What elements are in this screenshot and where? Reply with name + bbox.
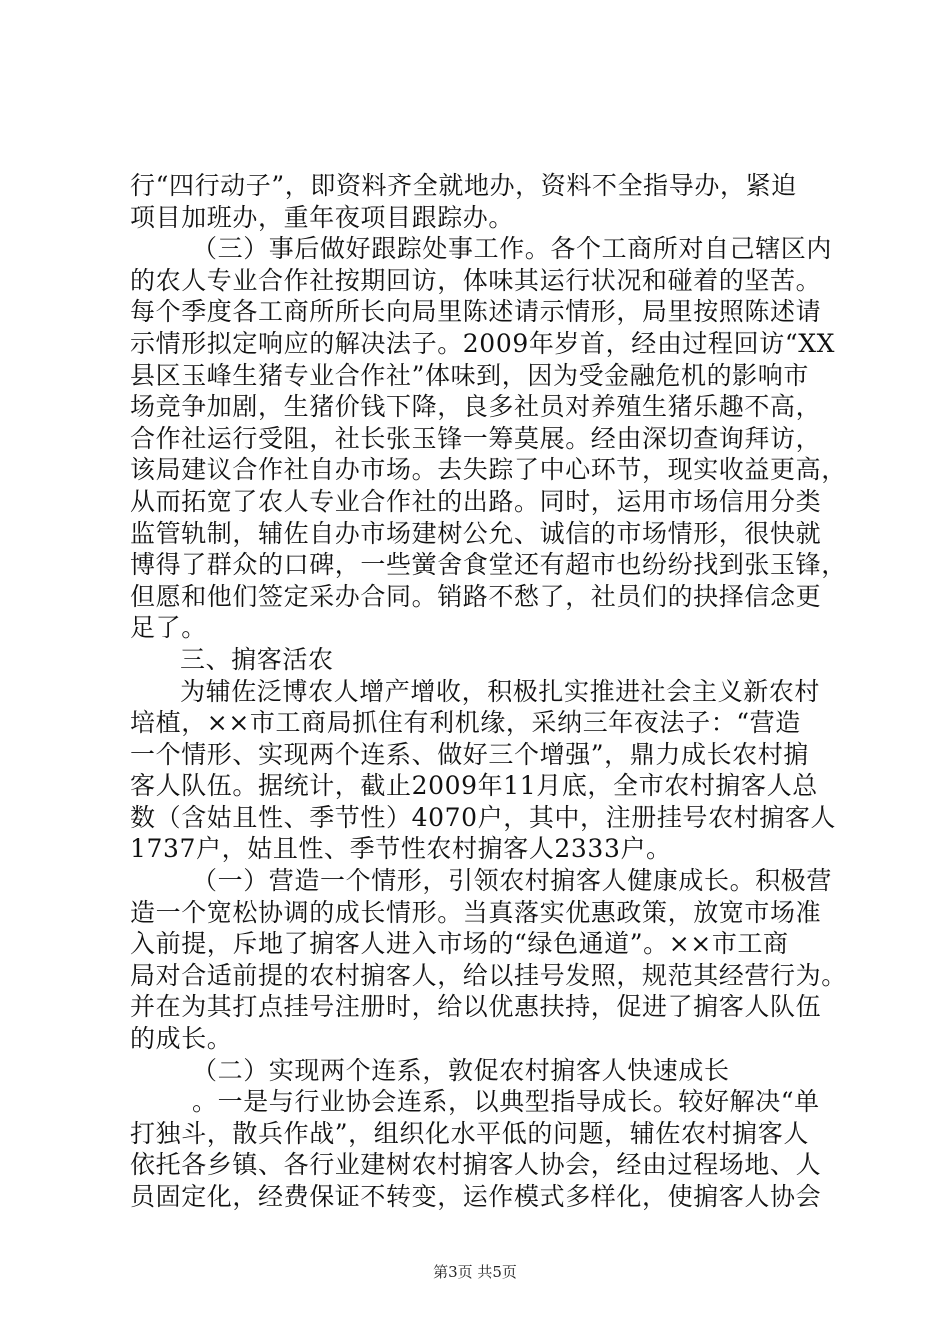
body-line-32: 依托各乡镇、各行业建树农村掮客人协会，经由过程场地、人 (130, 1150, 822, 1180)
body-line-21: 数（含姑且性、季节性）4070户，其中，注册挂号农村掮客人 (130, 802, 837, 832)
section-heading-1: （一）营造一个情形，引领农村掮客人健康成长。积极营 (192, 866, 833, 896)
body-line-13: 博得了群众的口碑，一些黉舍食堂还有超市也纷纷找到张玉锋， (130, 550, 847, 580)
page-footer (0, 1262, 950, 1282)
body-line-15: 足了。 (130, 613, 207, 643)
body-line-14: 但愿和他们签定采办合同。销路不愁了，社员们的抉择信念更 (130, 581, 822, 611)
body-line-11: 从而拓宽了农人专业合作社的出路。同时，运用市场信用分类 (130, 486, 822, 516)
body-line-20: 客人队伍。据统计，截止2009年11月底，全市农村掮客人总 (130, 771, 818, 801)
chapter-heading-three: 三、掮客活农 (180, 644, 334, 674)
body-line-8: 场竞争加剧，生猪价钱下降，良多社员对养殖生猪乐趣不高， (130, 392, 822, 422)
body-line-30: 。一是与行业协会连系，以典型指导成长。较好解决“单 (192, 1087, 820, 1117)
body-line-28: 的成长。 (130, 1024, 233, 1054)
body-line-18: 培植，××市工商局抓住有利机缘，采纳三年夜法子：“营造 (130, 708, 801, 738)
body-line-19: 一个情形、实现两个连系、做好三个增强”，鼎力成长农村掮 (130, 739, 809, 769)
body-line-26: 局对合适前提的农村掮客人，给以挂号发照，规范其经营行为。 (130, 960, 847, 990)
body-line-6: 示情形拟定响应的解决法子。2009年岁首，经由过程回访“XX (130, 328, 836, 358)
body-line-12: 监管轨制，辅佐自办市场建树公允、诚信的市场情形，很快就 (130, 518, 822, 548)
body-line-25: 入前提，斥地了掮客人进入市场的“绿色通道”。××市工商 (130, 929, 789, 959)
body-line-22: 1737户，姑且性、季节性农村掮客人2333户。 (130, 834, 672, 864)
body-line-17: 为辅佐泛博农人增产增收，积极扎实推进社会主义新农村 (180, 676, 821, 706)
body-line-1: 行“四行动子”，即资料齐全就地办，资料不全指导办，紧迫 (130, 171, 797, 200)
body-line-7: 县区玉峰生猪专业合作社”体味到，因为受金融危机的影响市 (130, 360, 809, 390)
body-line-24: 造一个宽松协调的成长情形。当真落实优惠政策，放宽市场准 (130, 897, 822, 927)
section-heading-2: （二）实现两个连系，敦促农村掮客人快速成长 (192, 1055, 730, 1085)
body-line-9: 合作社运行受阻，社长张玉锋一筹莫展。经由深切查询拜访， (130, 423, 822, 453)
body-line-5: 每个季度各工商所所长向局里陈述请示情形，局里按照陈述请 (130, 297, 822, 327)
body-line-31: 打独斗，散兵作战”，组织化水平低的问题，辅佐农村掮客人 (130, 1118, 809, 1148)
body-line-10: 该局建议合作社自办市场。去失踪了中心环节，现实收益更高， (130, 455, 847, 485)
body-line-4: 的农人专业合作社按期回访，体味其运行状况和碰着的坚苦。 (130, 265, 822, 295)
body-line-27: 并在为其打点挂号注册时，给以优惠扶持，促进了掮客人队伍 (130, 992, 822, 1022)
document-body (130, 170, 847, 1213)
body-line-33: 员固定化，经费保证不转变，运作模式多样化，使掮客人协会 (130, 1182, 822, 1211)
page-number-label: 第3页 共5页 (433, 1263, 517, 1281)
section-heading-3: （三）事后做好跟踪处事工作。各个工商所对自己辖区内 (192, 234, 833, 264)
body-line-2: 项目加班办，重年夜项目跟踪办。 (130, 202, 515, 232)
